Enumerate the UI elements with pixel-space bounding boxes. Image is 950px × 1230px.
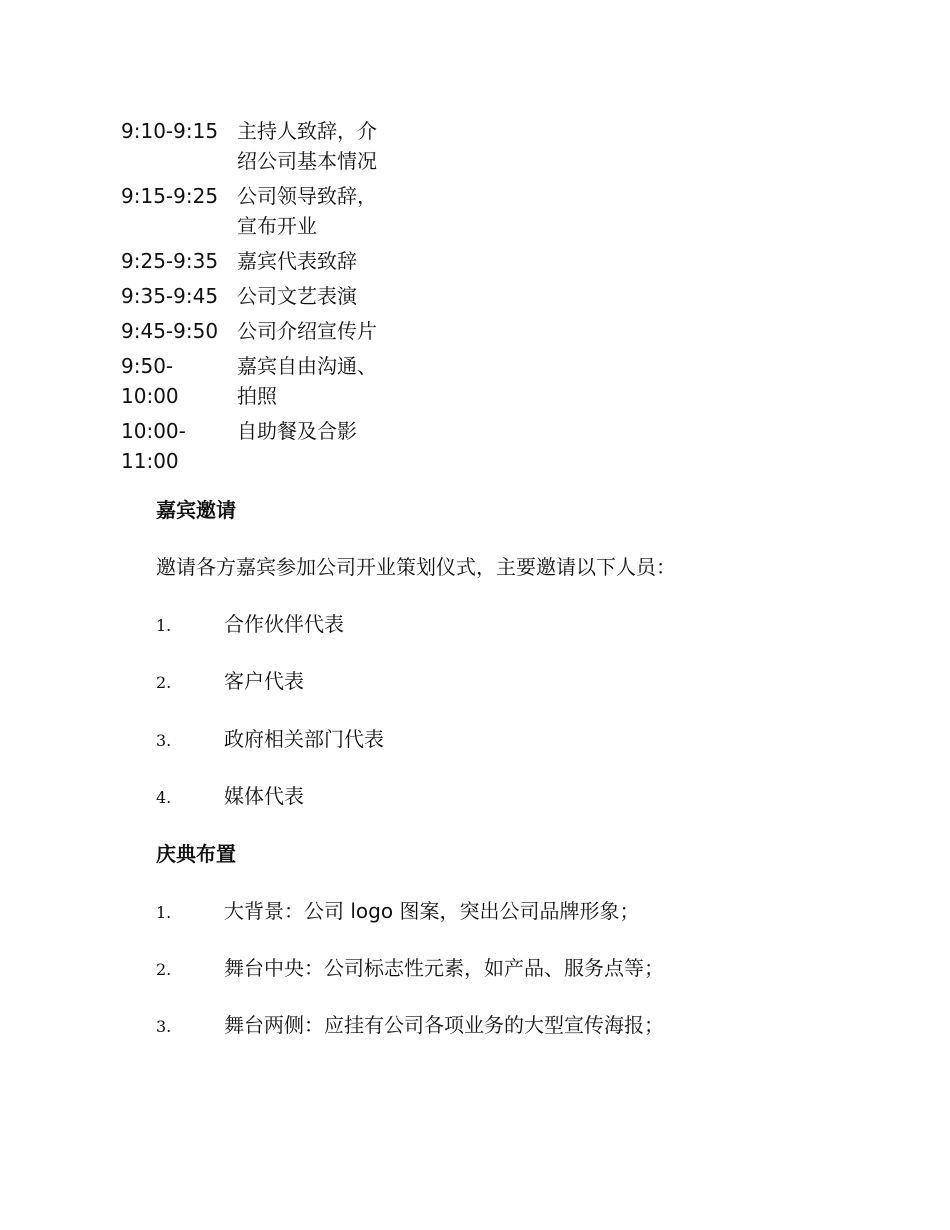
schedule-table xyxy=(121,116,421,481)
schedule-activity: 公司文艺表演 xyxy=(237,284,357,308)
list-item xyxy=(156,781,304,811)
schedule-time: 9:45-9:50 xyxy=(121,319,219,343)
list-number: 4. xyxy=(156,788,172,807)
list-item xyxy=(156,896,639,926)
schedule-activity: 嘉宾代表致辞 xyxy=(237,249,357,273)
schedule-activity: 主持人致辞，介绍公司基本情况 xyxy=(237,119,377,173)
guests-intro: 邀请各方嘉宾参加公司开业策划仪式，主要邀请以下人员： xyxy=(156,555,676,579)
list-number: 2. xyxy=(156,960,172,979)
list-text: 合作伙伴代表 xyxy=(224,612,344,636)
schedule-time: 9:15-9:25 xyxy=(121,184,219,208)
list-item xyxy=(156,724,384,754)
list-text: 客户代表 xyxy=(224,669,304,693)
section-heading: 庆典布置 xyxy=(156,842,236,866)
list-item xyxy=(156,609,344,639)
schedule-activity: 嘉宾自由沟通、拍照 xyxy=(237,354,377,408)
schedule-row xyxy=(121,316,421,346)
schedule-row xyxy=(121,181,421,241)
schedule-activity: 公司领导致辞，宣布开业 xyxy=(237,184,377,238)
list-number: 1. xyxy=(156,903,172,922)
list-number: 3. xyxy=(156,731,172,750)
guests-intro-block xyxy=(156,552,676,582)
schedule-activity: 自助餐及合影 xyxy=(237,419,357,443)
list-item xyxy=(156,953,664,983)
schedule-row xyxy=(121,246,421,276)
list-text: 媒体代表 xyxy=(224,784,304,808)
schedule-time: 10:00-11:00 xyxy=(121,419,186,473)
schedule-row xyxy=(121,281,421,311)
schedule-time: 9:25-9:35 xyxy=(121,249,219,273)
list-item xyxy=(156,666,304,696)
schedule-time: 9:35-9:45 xyxy=(121,284,219,308)
list-text: 舞台两侧：应挂有公司各项业务的大型宣传海报； xyxy=(224,1013,664,1037)
schedule-time: 9:50-10:00 xyxy=(121,354,179,408)
guests-heading-block xyxy=(156,495,236,525)
layout-heading-block xyxy=(156,839,236,869)
section-heading: 嘉宾邀请 xyxy=(156,498,236,522)
schedule-row xyxy=(121,416,421,476)
schedule-row xyxy=(121,351,421,411)
list-text: 政府相关部门代表 xyxy=(224,727,384,751)
list-text: 舞台中央：公司标志性元素，如产品、服务点等； xyxy=(224,956,664,980)
schedule-activity: 公司介绍宣传片 xyxy=(237,319,377,343)
list-number: 2. xyxy=(156,673,172,692)
list-item xyxy=(156,1010,664,1040)
list-number: 3. xyxy=(156,1017,172,1036)
list-text: 大背景：公司 logo 图案，突出公司品牌形象； xyxy=(224,899,640,923)
schedule-time: 9:10-9:15 xyxy=(121,119,219,143)
schedule-row xyxy=(121,116,421,176)
list-number: 1. xyxy=(156,616,172,635)
